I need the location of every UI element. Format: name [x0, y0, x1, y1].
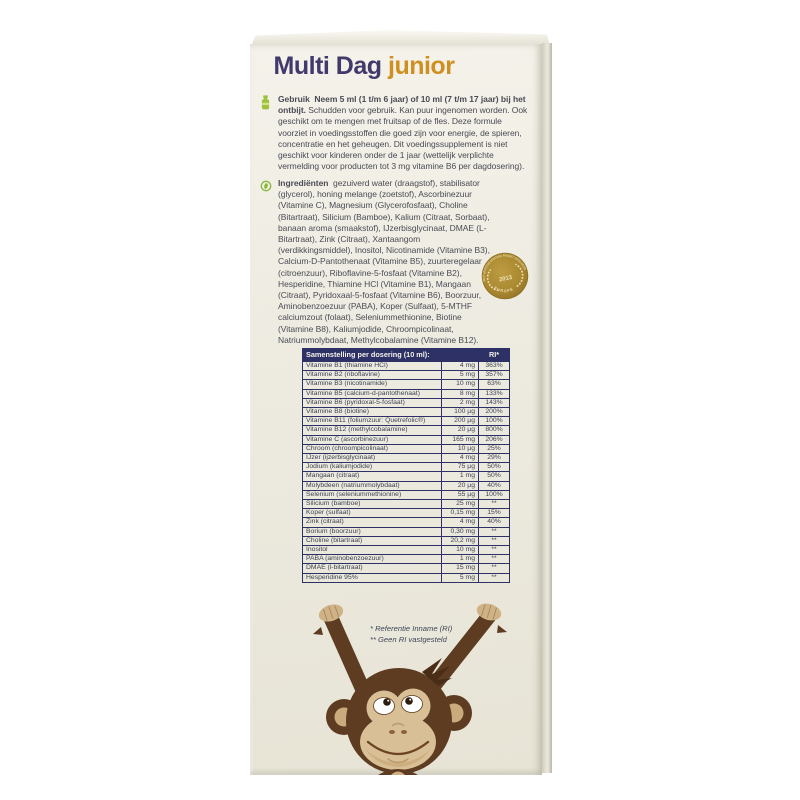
table-row — [303, 481, 510, 490]
cell-amount: 75 µg — [442, 463, 479, 472]
cell-amount: 0,15 mg — [442, 509, 479, 518]
cell-amount: 55 µg — [442, 490, 479, 499]
cell-nutrient-name: Borium (boorzuur) — [303, 527, 442, 536]
cell-ri-percent: 143% — [479, 398, 510, 407]
product-title-main: Multi Dag — [273, 52, 382, 80]
award-seal — [473, 244, 537, 308]
cell-amount: 200 µg — [442, 417, 479, 426]
cell-amount: 20 µg — [442, 426, 479, 435]
table-row — [303, 536, 510, 545]
cell-amount: 0,30 mg — [442, 527, 479, 536]
cell-ri-percent: ** — [479, 527, 510, 536]
cell-amount: 25 mg — [442, 500, 479, 509]
table-row — [303, 371, 510, 380]
cell-ri-percent: 40% — [479, 518, 510, 527]
table-row — [303, 546, 510, 555]
cell-ri-percent: ** — [479, 500, 510, 509]
box-side-edge — [542, 43, 552, 773]
cell-amount: 2 mg — [442, 398, 479, 407]
table-row — [303, 380, 510, 389]
table-row — [303, 527, 510, 536]
cell-nutrient-name: Vitamine B5 (calcium-d-pantothenaat) — [303, 389, 442, 398]
table-row — [303, 555, 510, 564]
table-row — [303, 509, 510, 518]
cell-ri-percent: 133% — [479, 389, 510, 398]
cell-ri-percent: ** — [479, 546, 510, 555]
usage-lead: Neem 5 ml (1 t/m 6 jaar) of 10 ml (7 t/m 17 jaar) bij het ontbijt. — [278, 94, 526, 116]
cell-ri-percent: ** — [479, 555, 510, 564]
ingredients-section — [260, 178, 496, 346]
footnote-ri: * Referentie Inname (RI) — [370, 624, 453, 633]
cell-amount: 1 mg — [442, 472, 479, 481]
ingredient-drop-icon — [260, 179, 273, 346]
cell-nutrient-name: Vitamine B8 (biotine) — [303, 408, 442, 417]
cell-ri-percent: 15% — [479, 509, 510, 518]
seal-arc-text: MOST EFFECTIVE STRATEGIC PRODUCT DEVELOPERS — [481, 253, 528, 282]
table-row — [303, 454, 510, 463]
cell-ri-percent: 100% — [479, 490, 510, 499]
cell-amount: 10 mg — [442, 380, 479, 389]
cell-amount: 5 mg — [442, 371, 479, 380]
monkey-left-arm — [331, 618, 363, 690]
bottle-icon — [260, 95, 273, 172]
ingredients-text — [278, 178, 496, 346]
cell-amount: 8 mg — [442, 389, 479, 398]
cell-ri-percent: 200% — [479, 408, 510, 417]
cell-ri-percent: 206% — [479, 435, 510, 444]
table-row — [303, 518, 510, 527]
usage-text — [278, 94, 532, 172]
table-row — [303, 573, 510, 582]
composition-table — [302, 348, 509, 583]
cell-nutrient-name: Hesperidine 95% — [303, 573, 442, 582]
cell-ri-percent: 800% — [479, 426, 510, 435]
table-row — [303, 490, 510, 499]
cell-nutrient-name: Zink (citraat) — [303, 518, 442, 527]
cell-nutrient-name: Silicium (bamboe) — [303, 500, 442, 509]
cell-nutrient-name: Jodium (kaliumjodide) — [303, 463, 442, 472]
cell-amount: 20,2 mg — [442, 536, 479, 545]
table-row — [303, 564, 510, 573]
cell-ri-percent: 100% — [479, 417, 510, 426]
table-row — [303, 426, 510, 435]
seal-year: 2013 — [498, 274, 513, 284]
cell-ri-percent: 40% — [479, 481, 510, 490]
cell-amount: 4 mg — [442, 518, 479, 527]
package-box — [250, 30, 552, 775]
cell-amount: 165 mg — [442, 435, 479, 444]
cell-ri-percent: 357% — [479, 371, 510, 380]
monkey-muzzle — [360, 714, 436, 770]
cell-nutrient-name: Selenium (seleniummethionine) — [303, 490, 442, 499]
table-row — [303, 435, 510, 444]
table-row — [303, 389, 510, 398]
cell-amount: 10 µg — [442, 444, 479, 453]
cell-nutrient-name: Molybdeen (natriummolybdaat) — [303, 481, 442, 490]
cell-ri-percent: ** — [479, 564, 510, 573]
table-row — [303, 417, 510, 426]
ingredients-body: gezuiverd water (draagstof), stabilisator (glycerol), honing melange (zoetstof), Ascorbinezuur (Vitamine C), Magnesium (Glycerofosfaat), Choline (Bitartraat), Silicium (Bamboe), Kalium (Citraat, Sorbaat), banaan aroma (smaakstof), IJzerbisglycinaat, DMAE (L-Bitartraat), Zink (Citraat), Xantaangom (verdikkingsmiddel), Inositol, Nicotinamide (Vitamine B3), Calcium-D-Pantothenaat (Vitamine B5), zuurteregelaar (citroenzuur), Riboflavine-5-fosfaat (Vitamine B2), Hesperidine, Thiamine HCl (Vitamine B1), Mangaan (Citraat), Pyridoxaal-5-fosfaat (Vitamine B6), Boorzuur, Aminobenzoezuur (PABA), Koper (Sulfaat), 5-MTHF calciumzout (folaat), Seleniummethionine, Biotine (Vitamine B8), Kaliumjodide, Chroompicolinaat, Natriummolybdaat, Methylcobalamine (Vitamine B12). — [278, 178, 490, 345]
ingredients-label: Ingrediënten — [278, 178, 329, 188]
table-header-title: Samenstelling per dosering (10 ml): — [303, 349, 479, 362]
cell-ri-percent: ** — [479, 536, 510, 545]
cell-ri-percent: ** — [479, 573, 510, 582]
cell-nutrient-name: Chroom (chroompicolinaat) — [303, 444, 442, 453]
monkey-left-hand — [317, 602, 346, 625]
cell-nutrient-name: IJzer (ijzerbisglycinaat) — [303, 454, 442, 463]
table-row — [303, 500, 510, 509]
table-row — [303, 362, 510, 371]
product-title-accent: junior — [388, 52, 455, 80]
cell-amount: 15 mg — [442, 564, 479, 573]
cell-ri-percent: 63% — [479, 380, 510, 389]
cell-ri-percent: 50% — [479, 463, 510, 472]
product-title — [250, 52, 542, 81]
seal-region: EUROPE — [493, 284, 515, 294]
cell-nutrient-name: Mangaan (citraat) — [303, 472, 442, 481]
table-header-row — [303, 349, 510, 362]
cell-nutrient-name: Vitamine B12 (methylcobalamine) — [303, 426, 442, 435]
table-row — [303, 472, 510, 481]
cell-nutrient-name: Vitamine B11 (foliumzuur: Quetrefolic®) — [303, 417, 442, 426]
cell-ri-percent: 363% — [479, 362, 510, 371]
cell-nutrient-name: Vitamine B1 (thiamine HCl) — [303, 362, 442, 371]
cell-ri-percent: 50% — [479, 472, 510, 481]
table-row — [303, 444, 510, 453]
cell-nutrient-name: Vitamine B3 (nicotinamide) — [303, 380, 442, 389]
usage-section — [260, 94, 532, 172]
cell-amount: 5 mg — [442, 573, 479, 582]
cell-ri-percent: 25% — [479, 444, 510, 453]
cell-amount: 4 mg — [442, 454, 479, 463]
cell-amount: 100 µg — [442, 408, 479, 417]
footnotes — [370, 624, 452, 645]
table-row — [303, 408, 510, 417]
cell-nutrient-name: Vitamine B2 (riboflavine) — [303, 371, 442, 380]
usage-label: Gebruik — [278, 94, 310, 104]
cell-nutrient-name: Inositol — [303, 546, 442, 555]
cell-nutrient-name: PABA (aminobenzoezuur) — [303, 555, 442, 564]
cell-nutrient-name: Vitamine B6 (pyridoxal-5-fosfaat) — [303, 398, 442, 407]
table-row — [303, 398, 510, 407]
table-header-ri: RI* — [479, 349, 510, 362]
cell-nutrient-name: Choline (bitartraat) — [303, 536, 442, 545]
cell-nutrient-name: DMAE (l-bitartraat) — [303, 564, 442, 573]
usage-body: Schudden voor gebruik. Kan puur ingenomen worden. Ook geschikt om te mengen met fruitsap of de fles. Deze formule voorziet in voedingsstoffen die goed zijn voor energie, de spieren, concentratie en het geheugen. Dit voedingssupplement is niet geschikt voor kinderen onder de 1 jaar (wettelijk verplichte vermelding voor producten tot 3 mg vitamine B6 per dagdosering). — [278, 105, 528, 172]
cell-amount: 1 mg — [442, 555, 479, 564]
cell-ri-percent: 29% — [479, 454, 510, 463]
cell-amount: 20 µg — [442, 481, 479, 490]
cell-nutrient-name: Vitamine C (ascorbinezuur) — [303, 435, 442, 444]
footnote-no-ri: ** Geen RI vastgesteld — [370, 634, 447, 644]
cell-nutrient-name: Koper (sulfaat) — [303, 509, 442, 518]
cell-amount: 4 mg — [442, 362, 479, 371]
table-row — [303, 463, 510, 472]
cell-amount: 10 mg — [442, 546, 479, 555]
